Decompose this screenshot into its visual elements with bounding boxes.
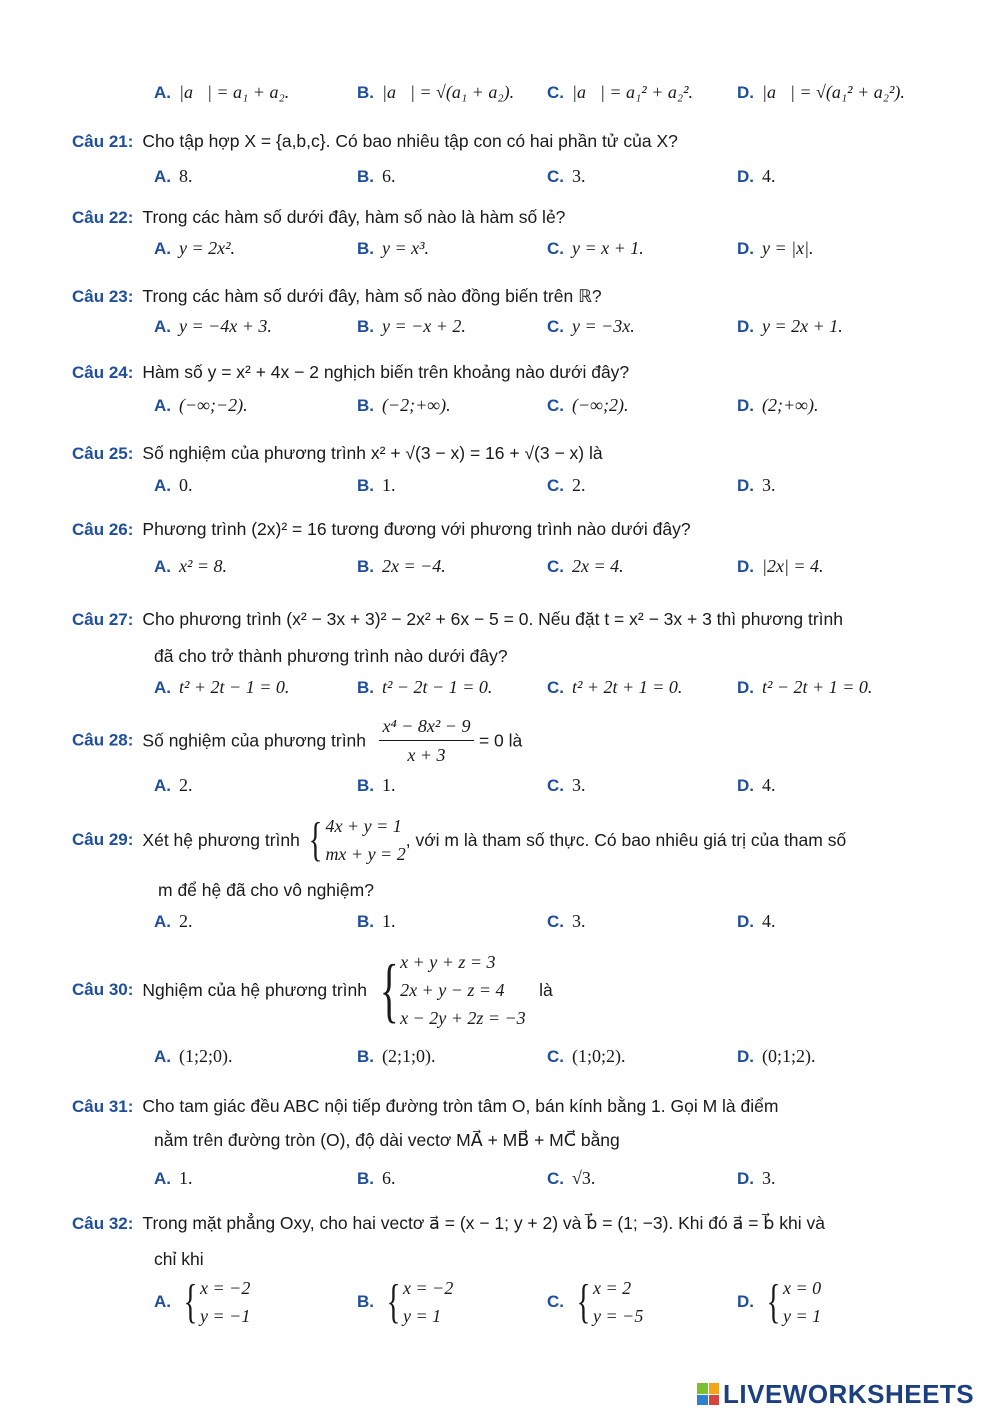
q20-option-a[interactable]: A. |a⃗| = a₁ + a₂.: [154, 82, 290, 102]
question-22: Câu 22: Trong các hàm số dưới đây, hàm số nào là hàm số lẻ?: [72, 207, 566, 227]
question-31: Câu 31: Cho tam giác đều ABC nội tiếp đường tròn tâm O, bán kính bằng 1. Gọi M là điểm: [72, 1096, 779, 1116]
question-29-line2: m để hệ đã cho vô nghiệm?: [158, 880, 374, 900]
q23-option-d[interactable]: D. y = 2x + 1.: [737, 316, 843, 336]
q31-option-b[interactable]: B. 6.: [357, 1168, 396, 1188]
q30-option-d[interactable]: D. (0;1;2).: [737, 1046, 816, 1066]
q30-option-b[interactable]: B. (2;1;0).: [357, 1046, 436, 1066]
q23-option-c[interactable]: C. y = −3x.: [547, 316, 635, 336]
q21-option-d[interactable]: D. 4.: [737, 166, 776, 186]
q25-option-a[interactable]: A. 0.: [154, 475, 193, 495]
q26-option-d[interactable]: D. |2x| = 4.: [737, 556, 824, 576]
question-24: Câu 24: Hàm số y = x² + 4x − 2 nghịch biến trên khoảng nào dưới đây?: [72, 362, 630, 382]
question-32-line2: chỉ khi: [154, 1249, 204, 1269]
question-31-line2: nằm trên đường tròn (O), độ dài vectơ MA⃗ + MB⃗ + MC⃗ bằng: [154, 1130, 620, 1150]
q24-option-b[interactable]: B. (−2;+∞).: [357, 395, 451, 415]
question-27: Câu 27: Cho phương trình (x² − 3x + 3)² − 2x² + 6x − 5 = 0. Nếu đặt t = x² − 3x + 3 thì phương trình: [72, 609, 843, 629]
q27-option-c[interactable]: C. t² + 2t + 1 = 0.: [547, 677, 683, 697]
q32-option-a[interactable]: A. { x = −2 y = −1: [154, 1275, 251, 1328]
q28-option-a[interactable]: A. 2.: [154, 775, 193, 795]
q21-option-c[interactable]: C. 3.: [547, 166, 586, 186]
q24-option-d[interactable]: D. (2;+∞).: [737, 395, 819, 415]
q20-option-b[interactable]: B. |a⃗| = √(a₁ + a₂).: [357, 82, 515, 102]
q26-option-c[interactable]: C. 2x = 4.: [547, 556, 624, 576]
logo-text: LIVEWORKSHEETS: [723, 1378, 975, 1409]
q22-option-c[interactable]: C. y = x + 1.: [547, 238, 644, 258]
q24-option-a[interactable]: A. (−∞;−2).: [154, 395, 248, 415]
q32-option-c[interactable]: C. { x = 2 y = −5: [547, 1275, 644, 1328]
q22-option-b[interactable]: B. y = x³.: [357, 238, 430, 258]
question-26: Câu 26: Phương trình (2x)² = 16 tương đương với phương trình nào dưới đây?: [72, 519, 691, 539]
q30-option-c[interactable]: C. (1;0;2).: [547, 1046, 626, 1066]
q27-option-b[interactable]: B. t² − 2t − 1 = 0.: [357, 677, 493, 697]
q22-option-d[interactable]: D. y = |x|.: [737, 238, 814, 258]
logo-badge-icon: [697, 1383, 719, 1405]
question-30: Câu 30: Nghiệm của hệ phương trình { x + y + z = 3 2x + y − z = 4 x − 2y + 2z = −3 là: [72, 950, 553, 1030]
q29-option-b[interactable]: B. 1.: [357, 911, 396, 931]
question-32: Câu 32: Trong mặt phẳng Oxy, cho hai vectơ a⃗ = (x − 1; y + 2) và b⃗ = (1; −3). Khi đó a⃗ = b⃗ khi và: [72, 1213, 825, 1233]
q26-option-b[interactable]: B. 2x = −4.: [357, 556, 446, 576]
q28-option-c[interactable]: C. 3.: [547, 775, 586, 795]
q23-option-a[interactable]: A. y = −4x + 3.: [154, 316, 272, 336]
q21-option-a[interactable]: A. 8.: [154, 166, 193, 186]
q27-option-d[interactable]: D. t² − 2t + 1 = 0.: [737, 677, 873, 697]
q26-option-a[interactable]: A. x² = 8.: [154, 556, 228, 576]
q29-option-d[interactable]: D. 4.: [737, 911, 776, 931]
equation-system-3: { x + y + z = 3 2x + y − z = 4 x − 2y + 2z = −3: [379, 950, 526, 1030]
q27-option-a[interactable]: A. t² + 2t − 1 = 0.: [154, 677, 290, 697]
q22-option-a[interactable]: A. y = 2x².: [154, 238, 236, 258]
question-29: Câu 29: Xét hệ phương trình { 4x + y = 1 mx + y = 2 , với m là tham số thực. Có bao nhiêu giá trị của tham số: [72, 813, 847, 866]
q30-option-a[interactable]: A. (1;2;0).: [154, 1046, 233, 1066]
equation-fraction: $\frac{\text{x⁴ − 8x² − 9}}{x + 3}$: [379, 714, 475, 767]
q25-option-b[interactable]: B. 1.: [357, 475, 396, 495]
q31-option-a[interactable]: A. 1.: [154, 1168, 193, 1188]
q29-option-c[interactable]: C. 3.: [547, 911, 586, 931]
liveworksheets-logo[interactable]: [697, 1380, 974, 1408]
question-28: Câu 28: Số nghiệm của phương trình $\frac{\text{x⁴ − 8x² − 9}}{x + 3}$ = 0 là: [72, 716, 523, 765]
question-25: Câu 25: Số nghiệm của phương trình x² + √(3 − x) = 16 + √(3 − x) là: [72, 443, 603, 463]
q24-option-c[interactable]: C. (−∞;2).: [547, 395, 629, 415]
q25-option-d[interactable]: D. 3.: [737, 475, 776, 495]
q21-option-b[interactable]: B. 6.: [357, 166, 396, 186]
q28-option-d[interactable]: D. 4.: [737, 775, 776, 795]
q29-option-a[interactable]: A. 2.: [154, 911, 193, 931]
equation-system: { 4x + y = 1 mx + y = 2: [309, 813, 406, 866]
q20-option-c[interactable]: C. |a⃗| = a₁² + a₂².: [547, 82, 693, 102]
question-27-line2: đã cho trở thành phương trình nào dưới đây?: [154, 646, 508, 666]
q32-option-b[interactable]: B. { x = −2 y = 1: [357, 1275, 454, 1328]
q23-option-b[interactable]: B. y = −x + 2.: [357, 316, 466, 336]
q31-option-c[interactable]: C. √3.: [547, 1168, 596, 1188]
q28-option-b[interactable]: B. 1.: [357, 775, 396, 795]
q20-option-d[interactable]: D. |a⃗| = √(a₁² + a₂²).: [737, 82, 905, 102]
question-21: Câu 21: Cho tập hợp X = {a,b,c}. Có bao nhiêu tập con có hai phần tử của X?: [72, 131, 678, 151]
q32-option-d[interactable]: D. { x = 0 y = 1: [737, 1275, 822, 1328]
question-23: Câu 23: Trong các hàm số dưới đây, hàm số nào đồng biến trên ℝ?: [72, 286, 602, 306]
q25-option-c[interactable]: C. 2.: [547, 475, 586, 495]
q31-option-d[interactable]: D. 3.: [737, 1168, 776, 1188]
